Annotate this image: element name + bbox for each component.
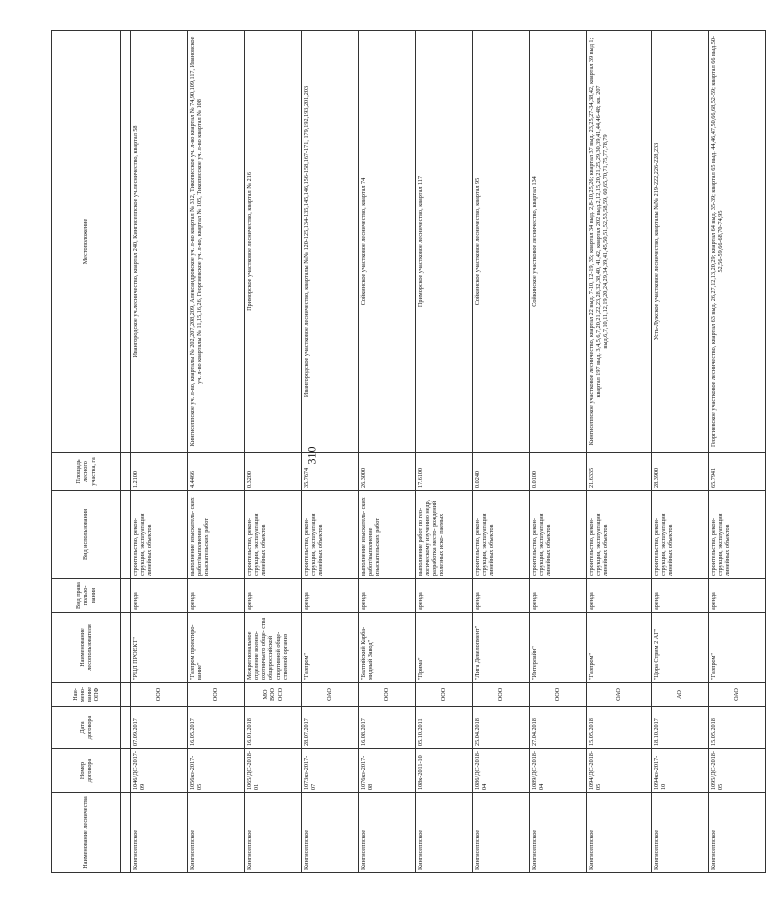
- cell-opf: ООО: [530, 683, 587, 707]
- table-row: [473, 31, 530, 873]
- cell-forestry: Кингисеппское: [709, 793, 766, 873]
- cell-location: Георгиевское участковое лесничество, квартал 63 выд. 26,27,12,13,20,29; квартал 64 выд. 35-39; квартал 65 выд. 44,46,47,50,66,68,52-59; квартал 66 выд.50-52,56-59,66-68,70-74,95: [709, 31, 766, 453]
- cell-forestry: Кингисеппское: [473, 793, 530, 873]
- table-row: [709, 31, 766, 873]
- cell-right: аренда: [587, 579, 652, 613]
- cell-user: "Газпром": [587, 613, 652, 683]
- cell-usage: строительство, рекон- струкция, эксплуатация линейных объектов: [131, 491, 188, 579]
- cell-opf: ОАО: [587, 683, 652, 707]
- cell-number: 1076кз-2017-08: [359, 749, 416, 793]
- cell-opf: ООО: [473, 683, 530, 707]
- cell-area: 0.0240: [473, 453, 530, 491]
- cell-area: 1.2100: [131, 453, 188, 491]
- cell-right: аренда: [188, 579, 245, 613]
- cell-usage: строительство, рекон- струкция, эксплуатация линейных объектов: [709, 491, 766, 579]
- cell-usage: строительство, рекон- струкция, эксплуатация линейных объектов: [652, 491, 709, 579]
- table-row: [245, 31, 302, 873]
- cell-opf: ООО: [131, 683, 188, 707]
- cell-location: Ивангородское уч.лесничество, квартал 240, Кингисеппское уч.лесничество, квартал 58: [131, 31, 188, 453]
- cell-forestry: Кингисеппское: [188, 793, 245, 873]
- cell-user: Межрегиональное отделение военно- охотничьего обще- ства общероссийской спортивной обще- ственной организ: [245, 613, 302, 683]
- cell-forestry: Кингисеппское: [359, 793, 416, 873]
- cell-number: 1095/ДС-2018-05: [709, 749, 766, 793]
- cell-date: 07.09.2017: [131, 707, 188, 749]
- cell-opf: ОАО: [302, 683, 359, 707]
- cell-usage: строительство, рекон- струкция, эксплуатация линейных объектов: [302, 491, 359, 579]
- cell-area: 65.7941: [709, 453, 766, 491]
- cell-user: "Газпром": [302, 613, 359, 683]
- cell-right: аренда: [530, 579, 587, 613]
- cell-usage: строительство, рекон- струкция, эксплуатация линейных объектов: [473, 491, 530, 579]
- cell-opf: АО: [652, 683, 709, 707]
- page-number: [297, 448, 327, 478]
- cell-date: 25.04.2018: [473, 707, 530, 749]
- cell-location: Сойкинское участковое лесничество, квартал 74: [359, 31, 416, 453]
- cell-forestry: Кингисеппское: [302, 793, 359, 873]
- cell-location: Кингисеппское участковое лесничество, квартал 22 выд. 7-10, 12-19, 35; квартал 34 выд. 2,8-10,25,26; квартал 37 выд. 23,25,27-34,38,42, квартал 39 выд 1; квартал 197 выд. 3,4,5,6,7,20,21,22,23,28,32,38,40, 41,42, квартал 202 выд.2,12,15,20,21,25,29,30,39,41,44,46-48; кв. 207 выд.6,7,10,11,12,19,20,24,29,34,39,41,45,50,51,52,53,58,59, 60,65,70,71,75,77,78,79: [587, 31, 652, 453]
- cell-location: Усть-Лужское участковое лесничество, кварталы №№ 219-222,226-228,233: [652, 31, 709, 453]
- cell-area: 0.0100: [530, 453, 587, 491]
- cell-user: "Балтийский Карба- мидный Завод": [359, 613, 416, 683]
- cell-user: "Газпром": [709, 613, 766, 683]
- cell-user: "Цора Стрим 2 АГ": [652, 613, 709, 683]
- spacer-row: [121, 31, 131, 873]
- table-row: [131, 31, 188, 873]
- cell-date: 18.10.2017: [652, 707, 709, 749]
- table-row: [359, 31, 416, 873]
- cell-number: 1056кз-2017-05: [188, 749, 245, 793]
- cell-user: "РЦЛ ПРОЕКТ": [131, 613, 188, 683]
- cell-date: 16.01.2018: [245, 707, 302, 749]
- cell-date: 28.07.2017: [302, 707, 359, 749]
- table-header: [52, 31, 121, 873]
- cell-right: аренда: [416, 579, 473, 613]
- cell-number: 1073кз-2017-07: [302, 749, 359, 793]
- cell-area: 17.6100: [416, 453, 473, 491]
- header-usage: Вид использования: [52, 491, 121, 579]
- cell-usage: строительство, рекон- струкция, эксплуатация линейных объектов: [245, 491, 302, 579]
- cell-usage: строительство, рекон- струкция, эксплуатация линейных объектов: [530, 491, 587, 579]
- cell-area: 0.3200: [245, 453, 302, 491]
- cell-right: аренда: [652, 579, 709, 613]
- table-row: [530, 31, 587, 873]
- cell-user: "Лига Девелопмент": [473, 613, 530, 683]
- cell-forestry: Кингисеппское: [652, 793, 709, 873]
- cell-right: аренда: [359, 579, 416, 613]
- cell-opf: ОАО: [709, 683, 766, 707]
- cell-number: 1086/ДС-2018-04: [473, 749, 530, 793]
- cell-right: аренда: [709, 579, 766, 613]
- cell-area: 28.3900: [652, 453, 709, 491]
- cell-forestry: Кингисеппское: [131, 793, 188, 873]
- table-row: [652, 31, 709, 873]
- header-date: Дата договора: [52, 707, 121, 749]
- cell-number: 1046/ДС-2017-09: [131, 749, 188, 793]
- cell-area: 26.3000: [359, 453, 416, 491]
- cell-opf: МО ВОО ОСО: [245, 683, 302, 707]
- cell-user: "Интерлайн": [530, 613, 587, 683]
- cell-usage: строительство, рекон- струкция, эксплуатация линейных объектов: [587, 491, 652, 579]
- table-row: [587, 31, 652, 873]
- cell-opf: ООО: [188, 683, 245, 707]
- cell-forestry: Кингисеппское: [416, 793, 473, 873]
- cell-number: 108к-2011-10: [416, 749, 473, 793]
- cell-date: 16.08.2017: [359, 707, 416, 749]
- cell-number: 1089/ДС-2018-04: [530, 749, 587, 793]
- header-right: Вид права пользо- вания: [52, 579, 121, 613]
- cell-usage: выполнение работ по гео- логическому изучению недр, разработка место- рождений полезных иско- паемых: [416, 491, 473, 579]
- cell-date: 05.10.2011: [416, 707, 473, 749]
- cell-user: "Газпром проектиро- вание": [188, 613, 245, 683]
- cell-location: Приморское участковое лесничество, квартал № 216: [245, 31, 302, 453]
- cell-right: аренда: [131, 579, 188, 613]
- cell-opf: ООО: [416, 683, 473, 707]
- page-number-text: 310: [304, 446, 319, 465]
- table-row: [416, 31, 473, 873]
- cell-area: 4.4466: [188, 453, 245, 491]
- header-location: Местоположение: [52, 31, 121, 453]
- table-row: [188, 31, 245, 873]
- cell-forestry: Кингисеппское: [587, 793, 652, 873]
- header-opf: Наи- мено- вание ОПФ: [52, 683, 121, 707]
- cell-date: 27.04.2018: [530, 707, 587, 749]
- cell-location: Сойкинское участковое лесничество, квартал 134: [530, 31, 587, 453]
- cell-location: Кингисеппское уч. л-во, кварталы № 202,207,208,209, Александровское уч. л-во квартал № 312, Тикописское уч. л-во квартал № 74,90,109,117, Ивановское уч. л-во кварталы № 11,15,16,26, Георгиевское уч. л-во, квартал № 105, Тикописское уч. л-во квартал № 108: [188, 31, 245, 453]
- cell-user: "Прима": [416, 613, 473, 683]
- cell-usage: выполнение изыскатель- ских работ/выполнение изыскательских работ: [188, 491, 245, 579]
- header-user: Наименование лесопользователя: [52, 613, 121, 683]
- forestry-register-table: [51, 30, 766, 873]
- cell-right: аренда: [473, 579, 530, 613]
- cell-forestry: Кингисеппское: [245, 793, 302, 873]
- cell-right: аренда: [245, 579, 302, 613]
- cell-date: 15.05.2018: [587, 707, 652, 749]
- cell-usage: выполнение изыскатель- ских работ/выполнение изыскательских работ: [359, 491, 416, 579]
- header-forestry: Наименование лесничества: [52, 793, 121, 873]
- cell-location: Ивангородское участковое лесничество, кварталы №№ 120-125,134-135,145,146,156-158,167-171, 179,192,193,201,203: [302, 31, 359, 453]
- cell-number: 1065/ДС-2018-01: [245, 749, 302, 793]
- cell-location: Приморское участковое лесничество, квартал 117: [416, 31, 473, 453]
- cell-right: аренда: [302, 579, 359, 613]
- cell-opf: ООО: [359, 683, 416, 707]
- cell-area: 35.7674: [302, 453, 359, 491]
- cell-forestry: Кингисеппское: [530, 793, 587, 873]
- cell-location: Сойкинское участковое лесничество, квартал 95: [473, 31, 530, 453]
- cell-date: 16.05.2017: [188, 707, 245, 749]
- cell-date: 15.05.2018: [709, 707, 766, 749]
- cell-number: 1094/ДС-2018-05: [587, 749, 652, 793]
- cell-area: 21.6335: [587, 453, 652, 491]
- header-number: Номер договора: [52, 749, 121, 793]
- cell-number: 1094кз-2017-10: [652, 749, 709, 793]
- header-area: Площадь лесного участка, га: [52, 453, 121, 491]
